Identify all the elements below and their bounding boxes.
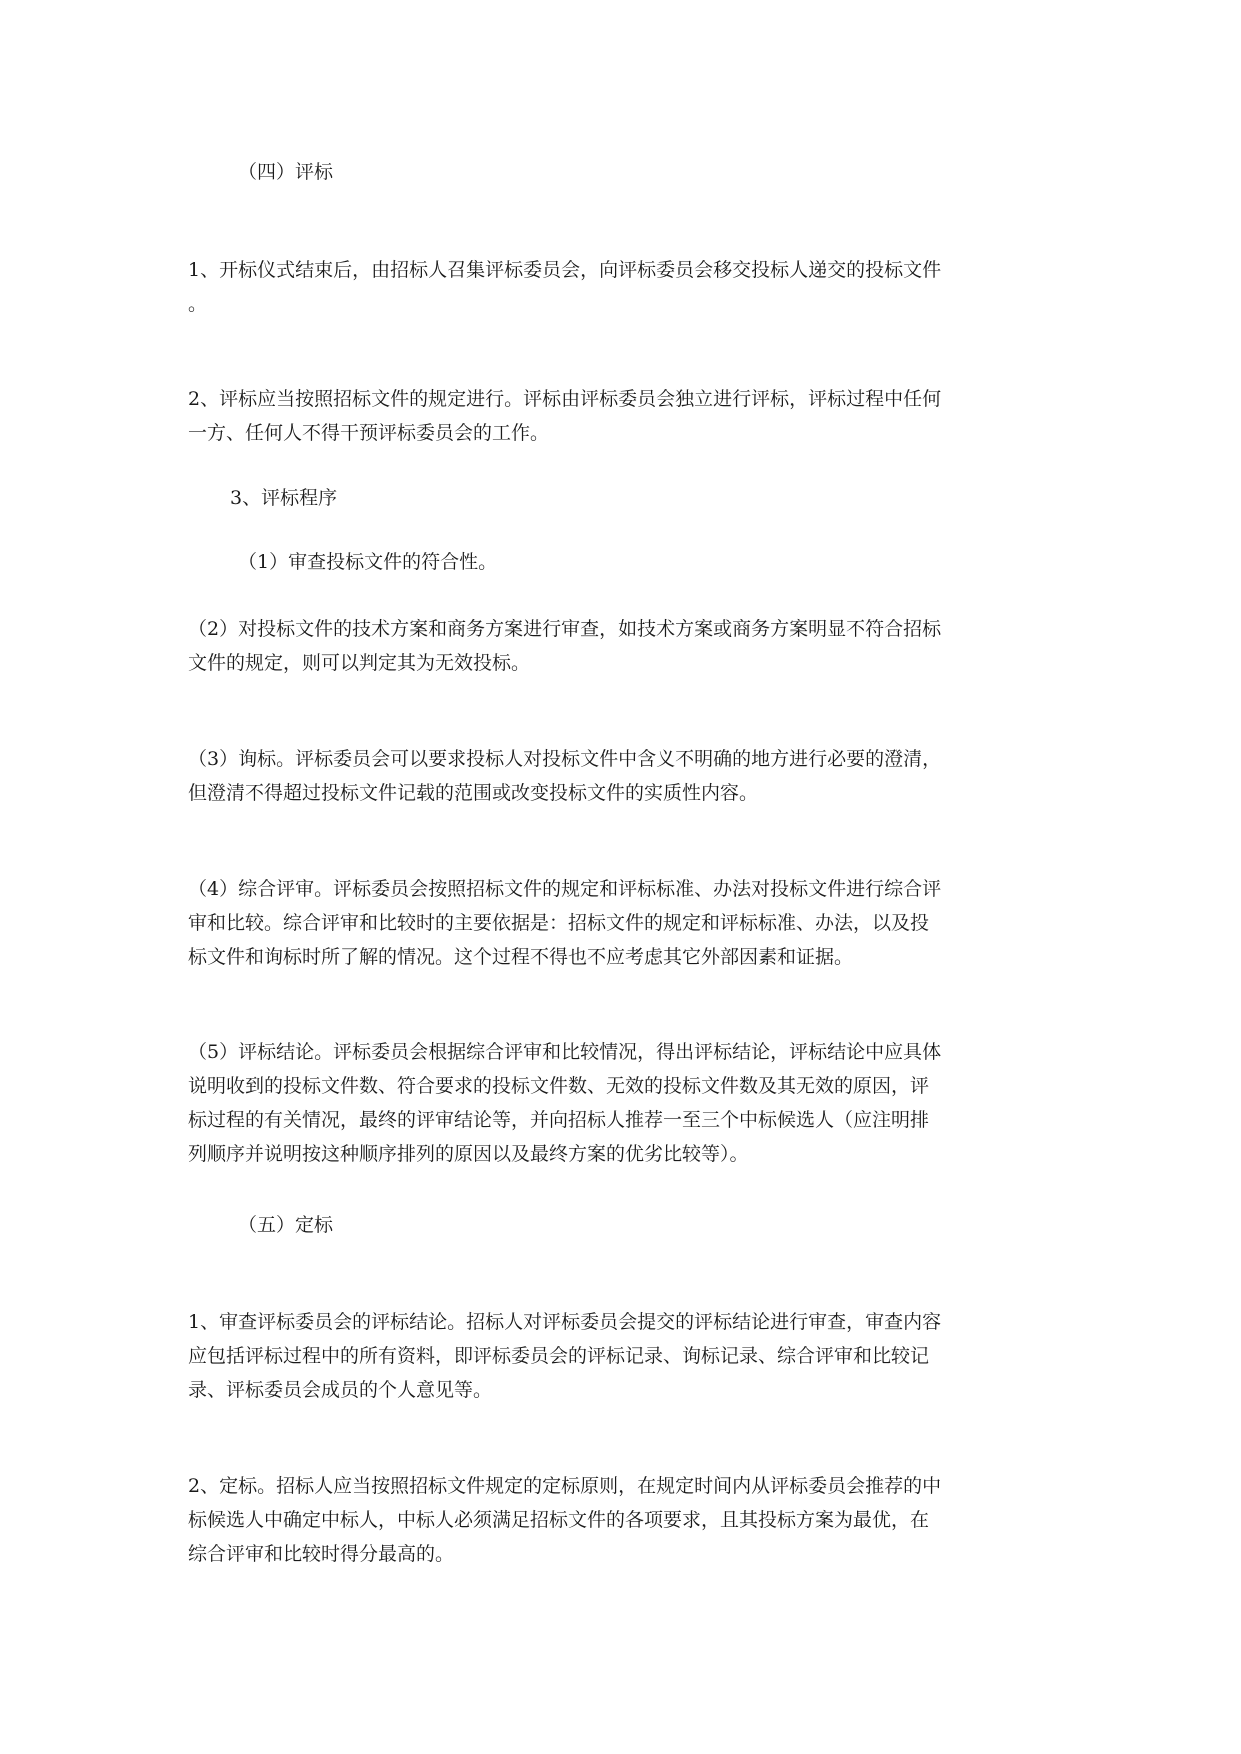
text-line: 录、评标委员会成员的个人意见等。 [188, 1379, 493, 1401]
text-line: 但澄清不得超过投标文件记载的范围或改变投标文件的实质性内容。 [188, 782, 759, 804]
text-line: （3）询标。评标委员会可以要求投标人对投标文件中含义不明确的地方进行必要的澄清， [188, 748, 942, 770]
text-line: 说明收到的投标文件数、符合要求的投标文件数、无效的投标文件数及其无效的原因，评 [188, 1075, 930, 1097]
text-line: 2、评标应当按照招标文件的规定进行。评标由评标委员会独立进行评标，评标过程中任何 [188, 388, 942, 410]
section-heading-award [238, 1208, 1118, 1242]
text-line: 标过程的有关情况，最终的评审结论等，并向招标人推荐一至三个中标候选人（应注明排 [188, 1109, 930, 1131]
text-line: 3、评标程序 [230, 487, 338, 509]
text-line: （1）审查投标文件的符合性。 [238, 551, 498, 573]
text-line: 标候选人中确定中标人，中标人必须满足招标文件的各项要求，且其投标方案为最优，在 [188, 1509, 930, 1531]
text-line: 应包括评标过程中的所有资料，即评标委员会的评标记录、询标记录、综合评审和比较记 [188, 1345, 930, 1367]
text-line: 。 [188, 293, 208, 315]
text-line: （五）定标 [238, 1214, 334, 1236]
text-line: 1、审查评标委员会的评标结论。招标人对评标委员会提交的评标结论进行审查，审查内容 [188, 1311, 942, 1333]
paragraph-1-open-bid [188, 253, 1068, 321]
text-line: 2、定标。招标人应当按照招标文件规定的定标原则，在规定时间内从评标委员会推荐的中 [188, 1475, 942, 1497]
procedure-step-5 [188, 1035, 1068, 1171]
section-heading-evaluation [238, 155, 1118, 189]
text-line: （5）评标结论。评标委员会根据综合评审和比较情况，得出评标结论，评标结论中应具体 [188, 1041, 942, 1063]
text-line: （2）对投标文件的技术方案和商务方案进行审查，如技术方案或商务方案明显不符合招标 [188, 618, 942, 640]
text-line: （四）评标 [238, 161, 334, 183]
text-line: 1、开标仪式结束后，由招标人召集评标委员会，向评标委员会移交投标人递交的投标文件 [188, 259, 942, 281]
text-line: 列顺序并说明按这种顺序排列的原因以及最终方案的优劣比较等）。 [188, 1143, 749, 1165]
procedure-step-1 [238, 545, 1118, 579]
paragraph-2-evaluation-rules [188, 382, 1068, 450]
text-line: 一方、任何人不得干预评标委员会的工作。 [188, 422, 550, 444]
text-line: 标文件和询标时所了解的情况。这个过程不得也不应考虑其它外部因素和证据。 [188, 946, 854, 968]
text-line: 审和比较。综合评审和比较时的主要依据是：招标文件的规定和评标标准、办法，以及投 [188, 912, 930, 934]
subheading-evaluation-procedure [230, 481, 1110, 515]
text-line: （4）综合评审。评标委员会按照招标文件的规定和评标标准、办法对投标文件进行综合评 [188, 878, 942, 900]
procedure-step-3 [188, 742, 1068, 810]
text-line: 文件的规定，则可以判定其为无效投标。 [188, 652, 531, 674]
paragraph-award-1 [188, 1305, 1068, 1407]
text-line: 综合评审和比较时得分最高的。 [188, 1543, 455, 1565]
paragraph-award-2 [188, 1469, 1068, 1571]
procedure-step-4 [188, 872, 1068, 974]
procedure-step-2 [188, 612, 1068, 680]
